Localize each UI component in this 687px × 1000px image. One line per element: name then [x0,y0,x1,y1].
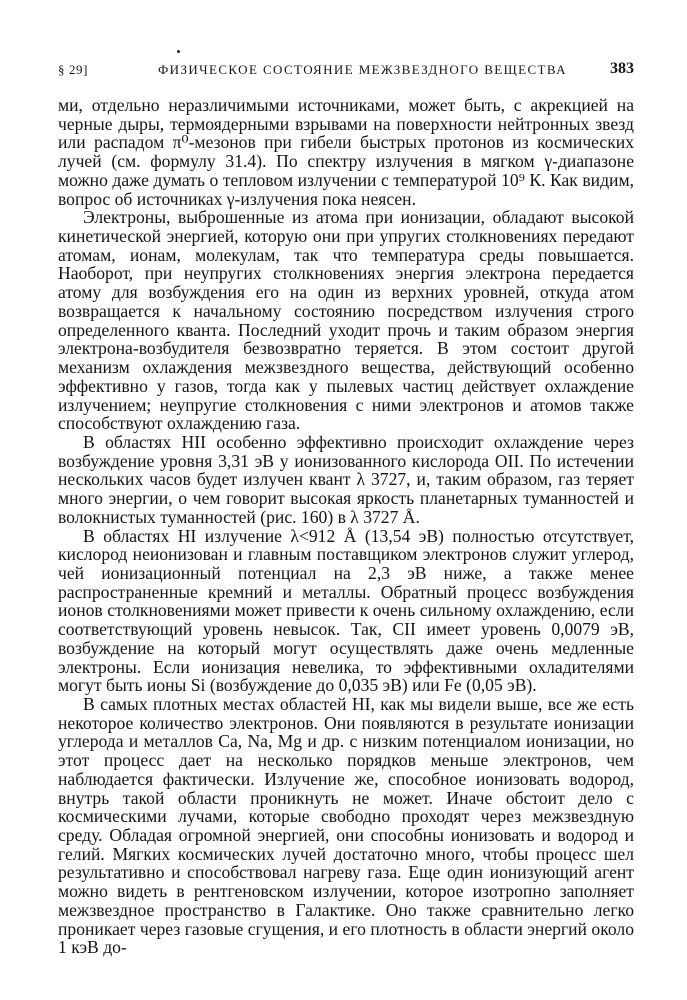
running-header [58,58,634,82]
paragraph-continued: ми, отдельно неразличимыми источниками, может быть, с акрекцией на черные дыры, термоядерными взрывами на поверхности нейтронных звезд или распадом π⁰-мезонов при гибели быстрых протонов из космических лучей (см. формулу 31.4). По спектру излучения в мягком γ-диапазоне можно даже думать о тепловом излучении с температурой 10⁹ К. Как видим, вопрос об источниках γ-излучения пока неясен. [58,95,634,209]
paragraph-hii-regions: В областях HII особенно эффективно происходит охлаждение через возбуждение уровня 3,31 эВ у ионизованного кислорода OII. По истечении нескольких часов будет излучен квант λ 3727, и, таким образом, газ теряет много энергии, о чем говорит высокая яркость планетарных туманностей и волокнистых туманностей (рис. 160) в λ 3727 Å. [58,431,634,527]
chapter-title: ФИЗИЧЕСКОЕ СОСТОЯНИЕ МЕЖЗВЕЗДНОГО ВЕЩЕСТВА [158,62,567,77]
section-marker: § 29] [58,62,89,77]
page-number: 383 [610,60,634,77]
paragraph-electron-cooling: Электроны, выброшенные из атома при ионизации, обладают высокой кинетической энергией, которую они при упругих столкновениях передают атомам, ионам, молекулам, так что температура среды повышается. Наоборот, при неупругих столкновениях энергия электрона передается атому для возбуждения его на один из верхних уровней, откуда атом возвращается к начальному состоянию посредством излучения строго определенного кванта. Последний уходит прочь и таким образом энергия электрона-возбудителя безвозвратно теряется. В этом состоит другой механизм охлаждения межзвездного вещества, действующий особенно эффективно у газов, тогда как у пылевых частиц действует охлаждение излучением; неупругие столкновения с ними электронов и атомов также способствуют охлаждению газа. [58,207,634,434]
print-speck [177,50,180,53]
paragraph-hi-regions: В областях HI излучение λ<912 Å (13,54 эВ) полностью отсутствует, кислород неионизован и главным поставщиком электронов служит углерод, чей ионизационный потенциал на 2,3 эВ ниже, а также менее распространенные кремний и металлы. Обратный процесс возбуждения ионов столкновениями может привести к очень сильному охлаждению, если соответствующий уровень невысок. Так, CII имеет уровень 0,0079 эВ, возбуждение на который могут осуществлять даже очень медленные электроны. Если ионизация невелика, то эффективными охладителями могут быть ионы Si (возбуждение до 0,035 эВ) или Fe (0,05 эВ). [58,525,634,696]
paragraph-dense-regions: В самых плотных местах областей HI, как мы видели выше, все же есть некоторое количество электронов. Они появляются в результате ионизации углерода и металлов Ca, Na, Mg и др. с низким потенциалом ионизации, но этот процесс дает на несколько порядков меньше электронов, чем наблюдается фактически. Излучение же, способное ионизовать водород, внутрь такой области проникнуть не может. Иначе обстоит дело с космическими лучами, которые свободно проходят через межзвездную среду. Обладая огромной энергией, они способны ионизовать и водород и гелий. Мягких космических лучей достаточно много, чтобы процесс шел результативно и способствовал нагреву газа. Еще один ионизующий агент можно видеть в рентгеновском излучении, которое изотропно заполняет межзвездное пространство в Галактике. Оно также сравнительно легко проникает через газовые сгущения, и его плотность в области энергий около 1 кэВ до- [58,694,634,958]
body-text [58,96,634,957]
